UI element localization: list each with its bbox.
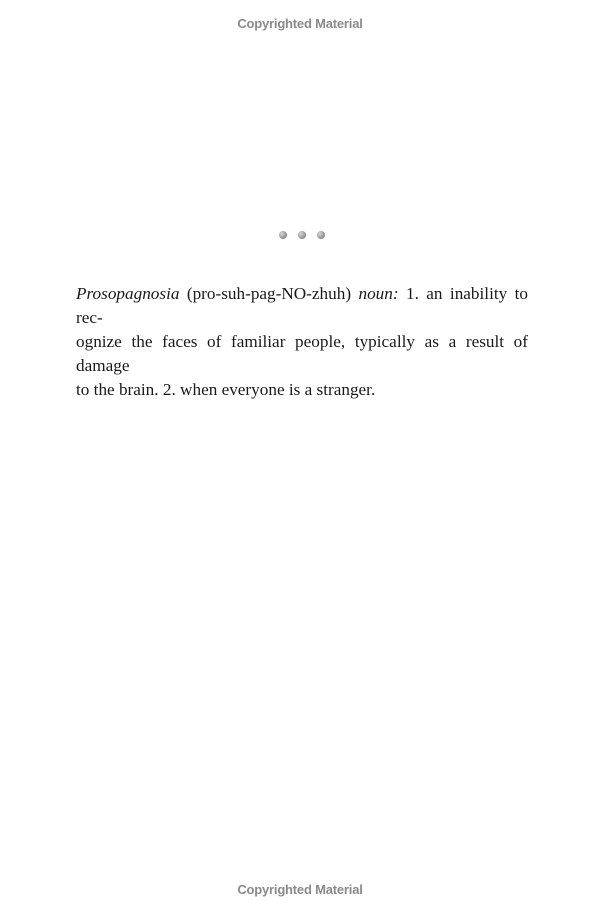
ornament-dot-icon <box>298 231 306 239</box>
definition-line-3: to the brain. 2. when everyone is a stranger. <box>76 380 376 399</box>
definition-line-1 <box>76 282 528 330</box>
ornament-dots-icon <box>279 230 325 240</box>
definition-pronunciation: (pro-suh-pag-NO-zhuh) <box>179 284 359 303</box>
definition-part-of-speech: noun: <box>358 284 399 303</box>
definition-line-2: ognize the faces of familiar people, typically as a result of damage <box>76 332 528 375</box>
definition-text-1: 1. an inability to rec- <box>76 284 528 327</box>
definition-paragraph <box>76 282 528 402</box>
definition-term: Prosopagnosia <box>76 284 180 303</box>
copyright-watermark-top: Copyrighted Material <box>237 16 363 31</box>
ornament-dot-icon <box>317 231 325 239</box>
copyright-watermark-bottom: Copyrighted Material <box>237 882 363 897</box>
ornament-dot-icon <box>279 231 287 239</box>
